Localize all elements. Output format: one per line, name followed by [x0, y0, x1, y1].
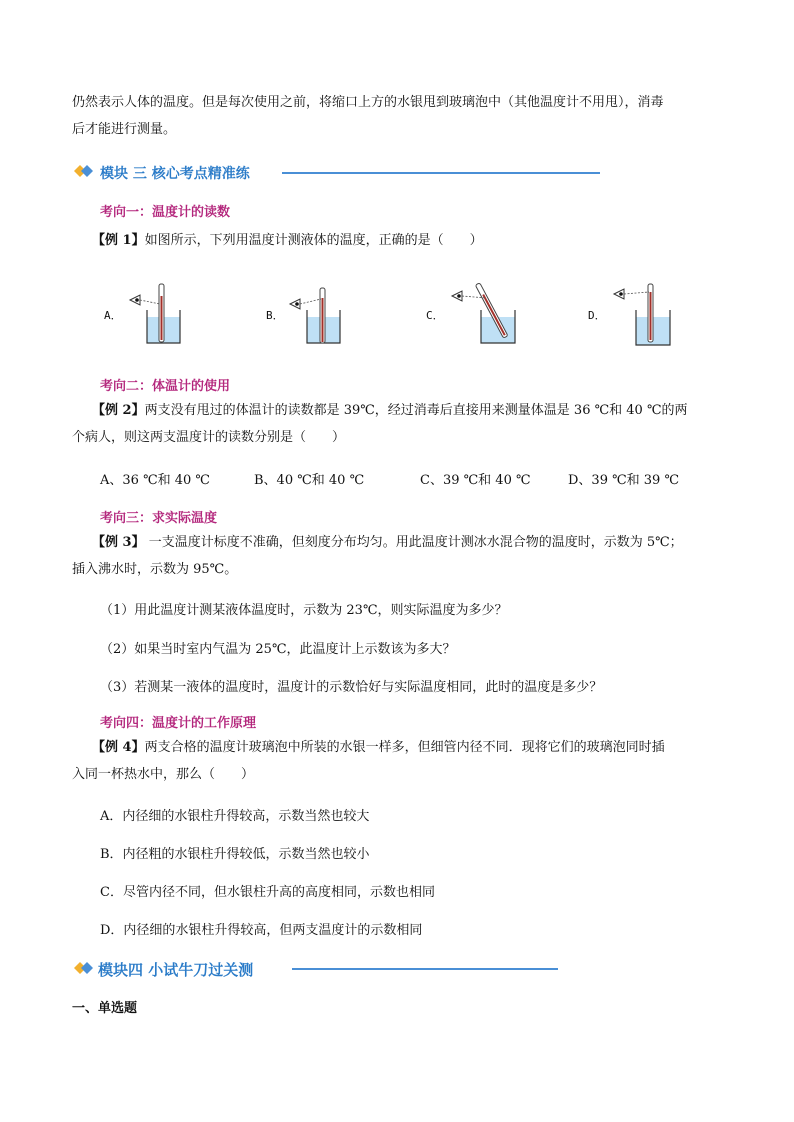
eye-icon	[290, 299, 300, 309]
figure-a-beaker-thermometer	[126, 282, 186, 350]
example-2-text-1: 两支没有甩过的体温计的读数都是 39℃，经过消毒后直接用来测量体温是 36 ℃和 40 ℃的两	[144, 403, 688, 418]
diamond-arrow-icon	[74, 961, 94, 975]
example-2-option-b: B、40 ℃和 40 ℃	[254, 473, 365, 488]
module-4-title: 模块四 小试牛刀过关测	[98, 961, 254, 979]
example-1	[92, 229, 483, 248]
eye-icon	[130, 295, 140, 305]
example-3-sub-2: （2）如果当时室内气温为 25℃，此温度计上示数该为多大？	[100, 642, 456, 657]
example-1-question: 如图所示，下列用温度计测液体的温度，正确的是（ ）	[144, 233, 483, 248]
figure-label-c: C．	[426, 309, 444, 322]
topic-3-title: 考向三：求实际温度	[100, 511, 218, 526]
example-3-tag: 【例 3】	[92, 535, 145, 550]
figure-label-a: A．	[104, 309, 122, 322]
topic-4-title: 考向四：温度计的工作原理	[100, 716, 257, 731]
example-2-option-d: D、39 ℃和 39 ℃	[568, 473, 679, 488]
example-3-line-1	[92, 530, 683, 556]
diamond-arrow-icon	[74, 164, 94, 178]
intro-line-1: 仍然表示人体的温度。但是每次使用之前，将缩口上方的水银甩到玻璃泡中（其他温度计不用甩），消毒	[72, 95, 664, 110]
example-4-text-1: 两支合格的温度计玻璃泡中所装的水银一样多，但细管内径不同．现将它们的玻璃泡同时插	[144, 740, 665, 755]
example-4-option-b: B．内径粗的水银柱升得较低，示数当然也较小	[100, 847, 370, 862]
example-2-line-2: 个病人，则这两支温度计的读数分别是（ ）	[72, 430, 346, 445]
topic-2-title: 考向二：体温计的使用	[100, 379, 231, 394]
example-3-sub-1: （1）用此温度计测某液体温度时，示数为 23℃，则实际温度为多少？	[100, 603, 508, 618]
example-4-option-a: A．内径细的水银柱升得较高，示数当然也较大	[100, 809, 370, 824]
thermometer-figures	[98, 282, 698, 352]
example-1-tag: 【例 1】	[92, 233, 145, 248]
example-2-option-c: C、39 ℃和 40 ℃	[420, 473, 531, 488]
figure-d-beaker-thermometer	[610, 282, 680, 350]
example-4-line-1	[92, 735, 665, 761]
figure-c-beaker-thermometer	[448, 282, 518, 350]
module-4-rule	[292, 968, 558, 970]
eye-icon	[452, 291, 462, 301]
eye-icon	[614, 289, 624, 299]
figure-label-d: D．	[588, 309, 606, 322]
figure-b-beaker-thermometer	[286, 282, 346, 350]
example-4-line-2: 入同一杯热水中，那么（ ）	[72, 767, 255, 782]
example-3-sub-3: （3）若测某一液体的温度时，温度计的示数恰好与实际温度相同，此时的温度是多少？	[100, 680, 603, 695]
section-single-choice-title: 一、单选题	[72, 1001, 138, 1016]
example-3-line-2: 插入沸水时，示数为 95℃。	[72, 562, 238, 577]
example-4-option-d: D．内径细的水银柱升得较高，但两支温度计的示数相同	[100, 923, 423, 938]
example-3-text-1: 一支温度计标度不准确，但刻度分布均匀。用此温度计测冰水混合物的温度时，示数为 5℃；	[144, 535, 683, 550]
example-4-tag: 【例 4】	[92, 740, 145, 755]
module-3-title: 模块 三 核心考点精准练	[100, 166, 250, 182]
module-3-rule	[282, 172, 600, 174]
topic-1-title: 考向一：温度计的读数	[100, 205, 231, 220]
example-4-option-c: C．尽管内径不同，但水银柱升高的高度相同，示数也相同	[100, 885, 435, 900]
intro-line-2: 后才能进行测量。	[72, 122, 177, 137]
example-2-tag: 【例 2】	[92, 403, 145, 418]
example-2-line-1	[92, 398, 688, 424]
example-2-option-a: A、36 ℃和 40 ℃	[100, 473, 210, 488]
figure-label-b: B．	[266, 309, 284, 322]
